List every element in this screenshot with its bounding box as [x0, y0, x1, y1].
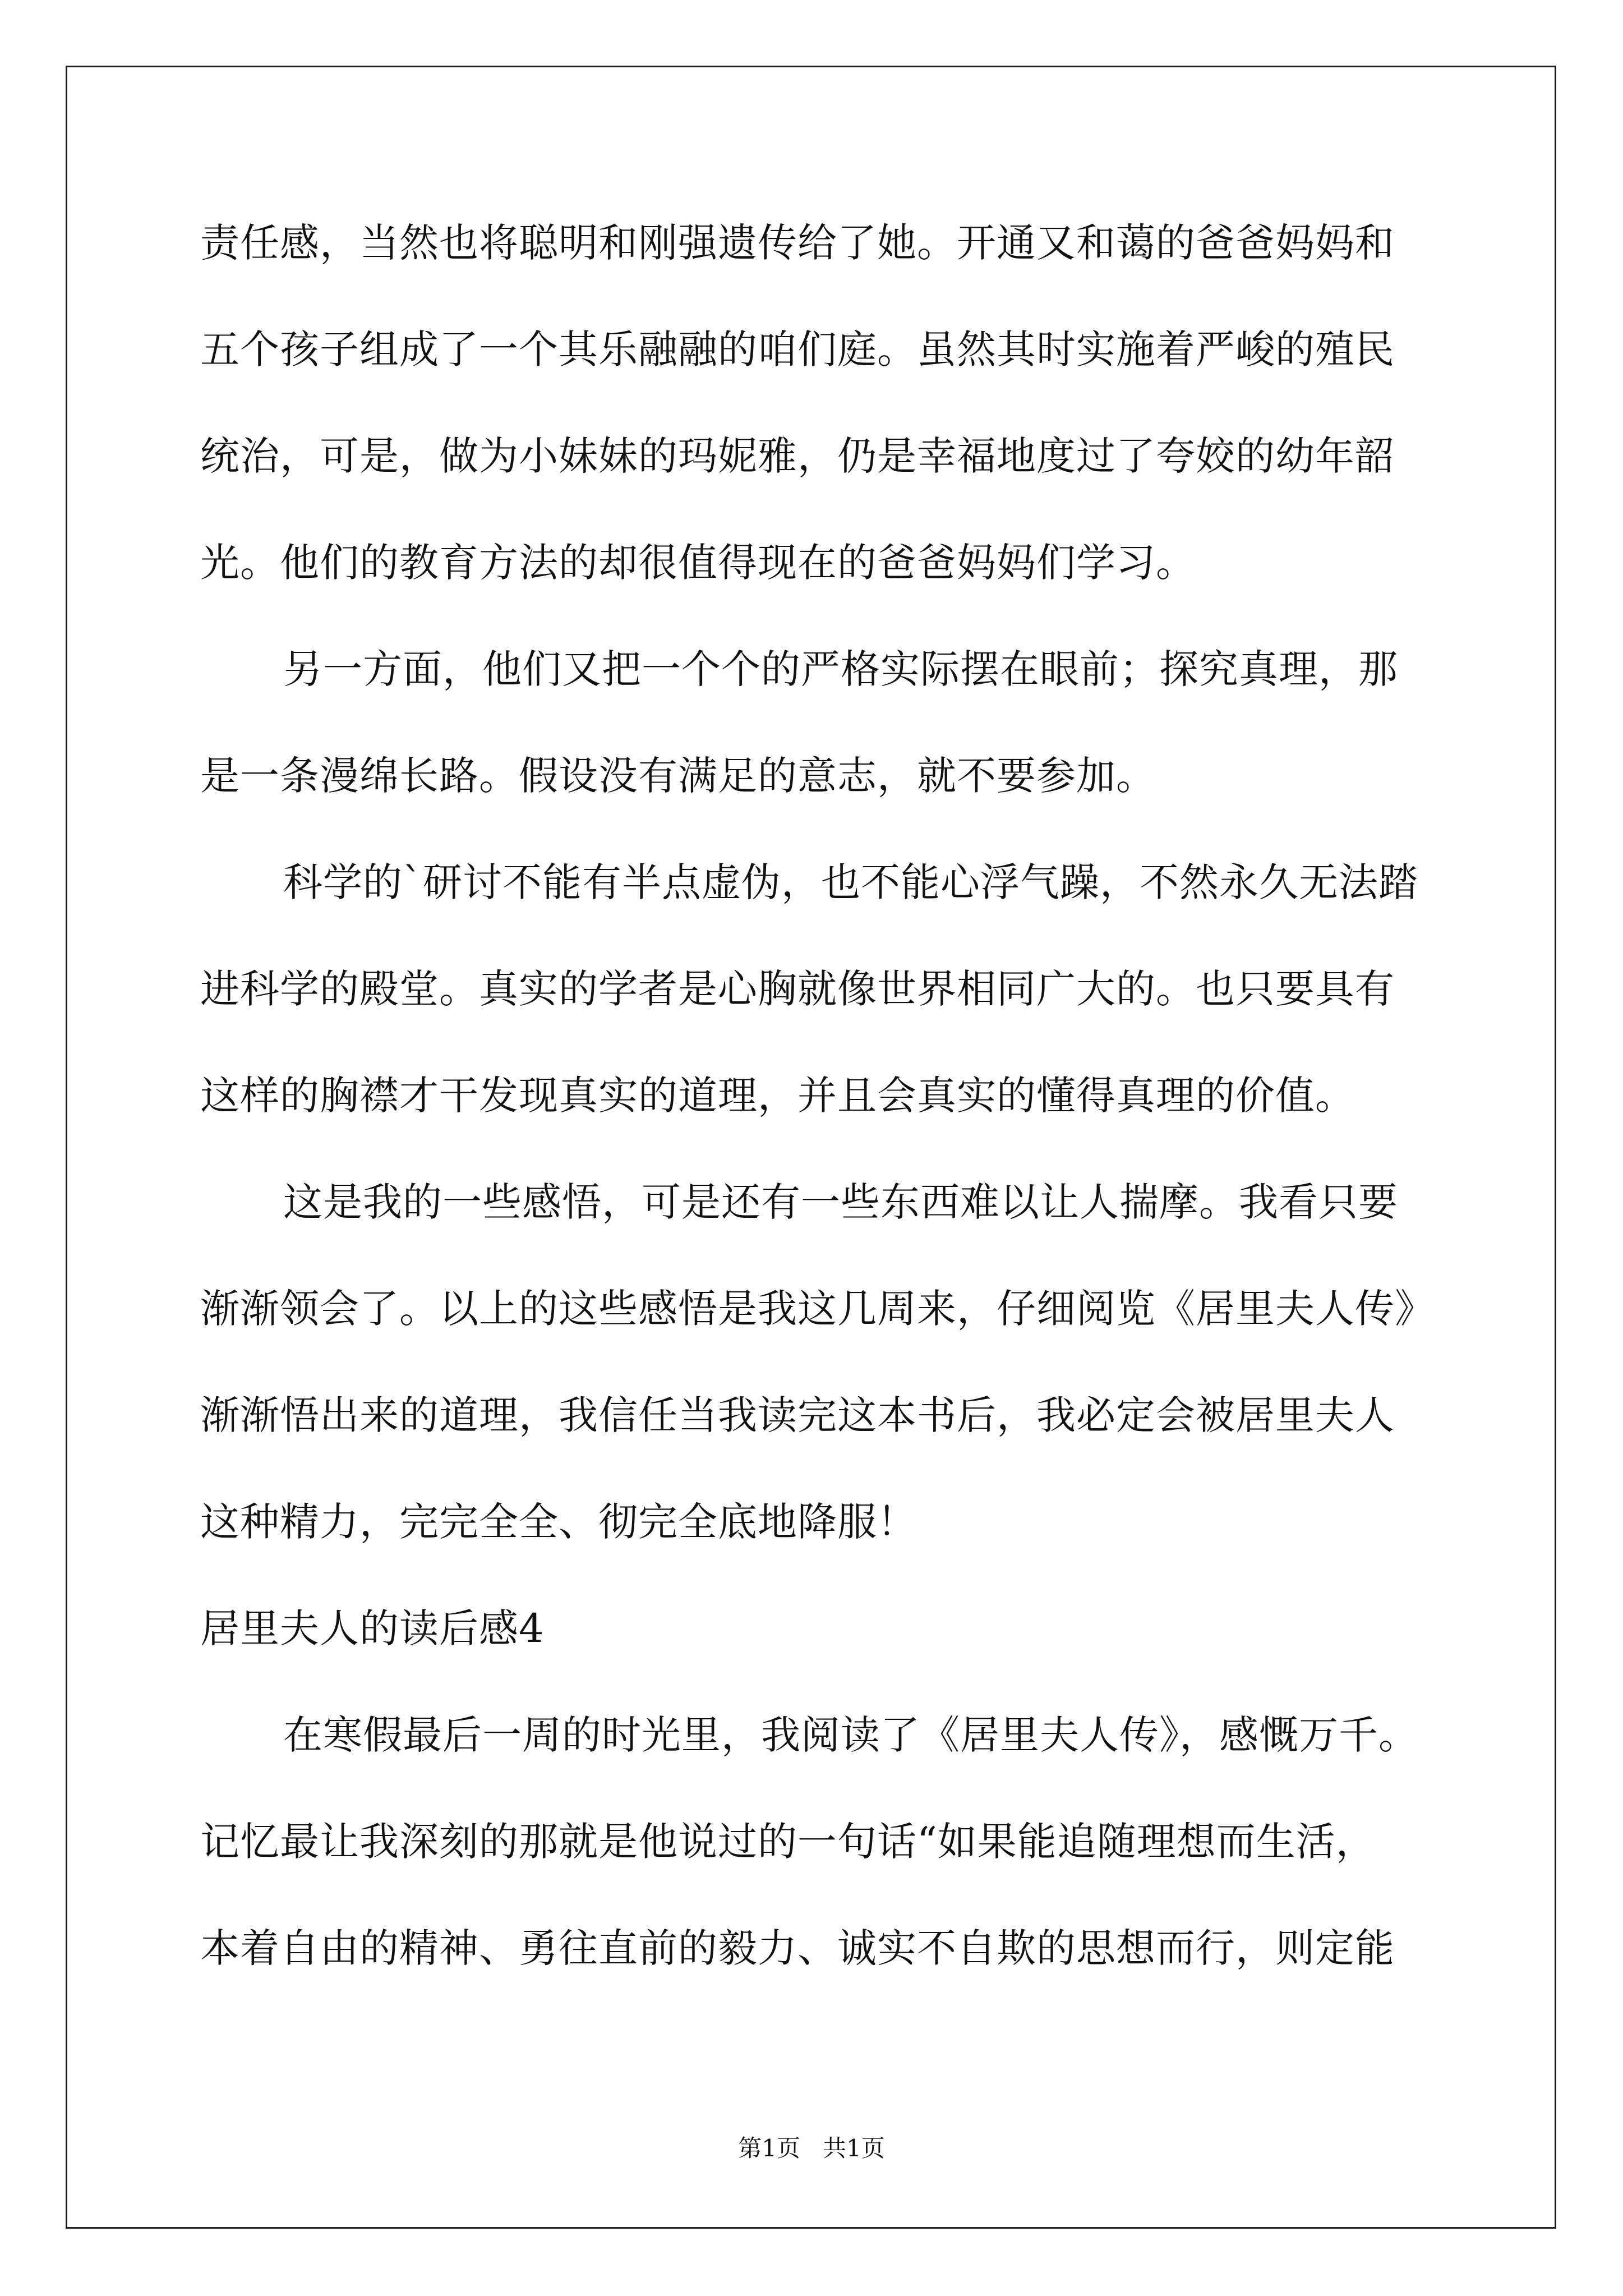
body-line-16: 记忆最让我深刻的那就是他说过的一句话“如果能追随理想而生活， [200, 1819, 1376, 1865]
body-line-8: 进科学的殿堂。真实的学者是心胸就像世界相同广大的。也只要具有 [200, 966, 1395, 1012]
page-border [66, 66, 1556, 2229]
body-line-9: 这样的胸襟才干发现真实的道理，并且会真实的懂得真理的价值。 [200, 1073, 1355, 1119]
body-line-2: 五个孩子组成了一个其乐融融的咱们庭。虽然其时实施着严峻的殖民 [200, 326, 1395, 372]
page-footer: 第1页 共1页 [738, 2134, 885, 2162]
body-line-6: 是一条漫绵长路。假设没有满足的意志，就不要参加。 [200, 753, 1156, 799]
body-line-4: 光。他们的教育方法的却很值得现在的爸爸妈妈们学习。 [200, 540, 1196, 586]
body-line-13: 这种精力，完完全全、彻完全底地降服！ [200, 1499, 917, 1545]
body-line-1: 责任感，当然也将聪明和刚强遗传给了她。开通又和蔼的爸爸妈妈和 [200, 220, 1395, 266]
body-line-10: 这是我的一些感悟，可是还有一些东西难以让人揣摩。我看只要 [283, 1179, 1398, 1225]
section-heading: 居里夫人的读后感4 [200, 1605, 545, 1651]
body-line-11: 渐渐领会了。以上的这些感悟是我这几周来，仔细阅览《居里夫人传》 [200, 1286, 1435, 1332]
body-line-7: 科学的`研讨不能有半点虚伪，也不能心浮气躁，不然永久无法踏 [283, 859, 1418, 905]
body-line-3: 统治，可是，做为小妹妹的玛妮雅，仍是幸福地度过了夸姣的幼年韶 [200, 433, 1395, 479]
body-line-12: 渐渐悟出来的道理，我信任当我读完这本书后，我必定会被居里夫人 [200, 1392, 1395, 1438]
body-line-5: 另一方面，他们又把一个个的严格实际摆在眼前；探究真理，那 [283, 646, 1398, 692]
body-line-17: 本着自由的精神、勇往直前的毅力、诚实不自欺的思想而行，则定能 [200, 1925, 1395, 1971]
body-line-15: 在寒假最后一周的时光里，我阅读了《居里夫人传》，感慨万千。 [283, 1712, 1418, 1758]
